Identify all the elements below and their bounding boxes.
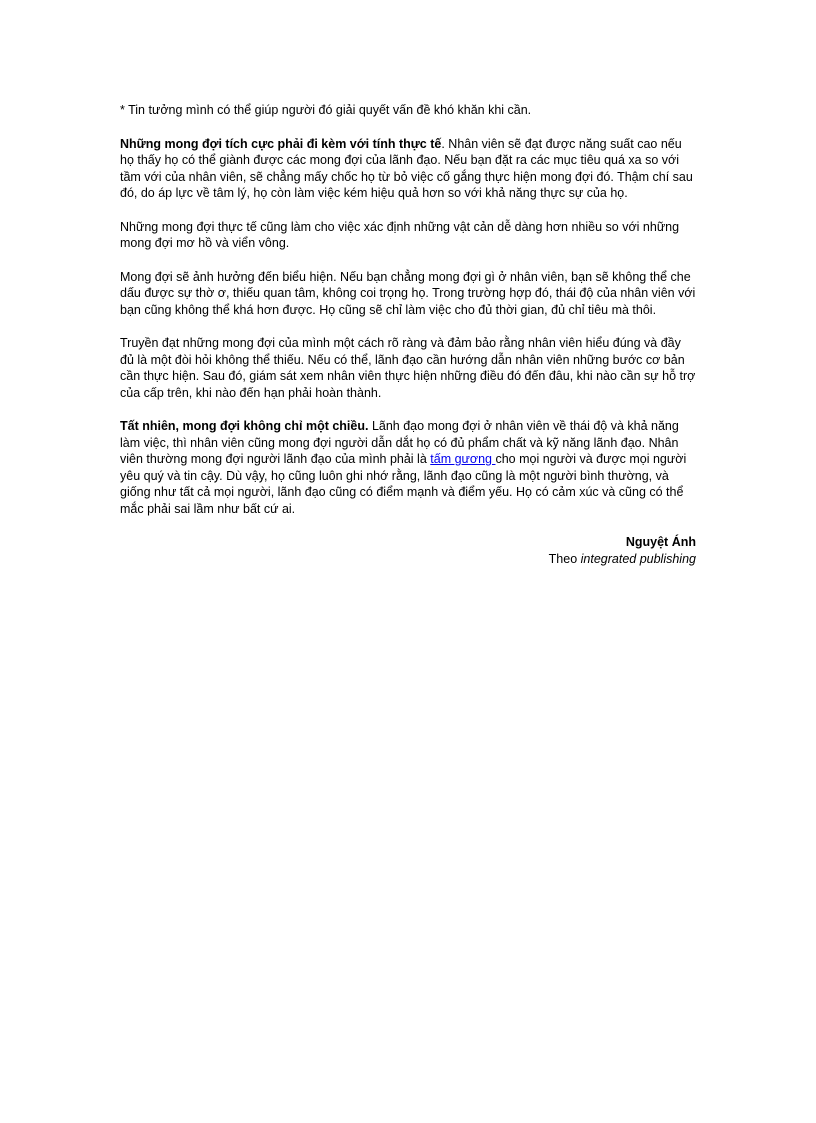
paragraph-2-text: . Nhân viên sẽ đạt được năng suất cao nếu họ thấy họ có thể giành được các mong đợi của lãnh đạo. Nếu bạn đặt ra các mục tiêu quá xa so với tầm với của nhân viên, sẽ chẳng mấy chốc họ từ bỏ việc cố gắng thực hiện mong đợi đó. Thậm chí sau đó, do áp lực về tâm lý, họ còn làm việc kém hiệu quả hơn so với khả năng thực sự của họ.: [120, 136, 693, 200]
paragraph-5-text: Truyền đạt những mong đợi của mình một cách rõ ràng và đảm bảo rằng nhân viên hiểu đúng và đầy đủ là một đòi hỏi không thể thiếu. Nếu có thể, lãnh đạo cần hướng dẫn nhân viên những bước cơ bản cần thực hiện. Sau đó, giám sát xem nhân viên thực hiện những điều đó đến đâu, khi nào cần sự hỗ trợ của cấp trên, khi nào đến hạn phải hoàn thành.: [120, 336, 696, 400]
tam-guong-link[interactable]: tấm gương: [430, 452, 496, 466]
source-name: integrated publishing: [580, 551, 696, 566]
paragraph-1-text: * Tin tưởng mình có thể giúp người đó giải quyết vấn đề khó khăn khi cần.: [120, 103, 532, 117]
paragraph-3-text: Những mong đợi thực tế cũng làm cho việc xác định những vật cản dễ dàng hơn nhiều so với những mong đợi mơ hồ và viển vông.: [120, 219, 680, 250]
author-name: Nguyệt Ánh: [625, 535, 696, 549]
signature-block: [120, 534, 696, 567]
paragraph-3: [120, 219, 696, 252]
paragraph-6-lead: Tất nhiên, mong đợi không chỉ một chiều.: [120, 419, 369, 433]
paragraph-4: [120, 269, 696, 319]
paragraph-2-lead: Những mong đợi tích cực phải đi kèm với tính thực tế: [120, 136, 442, 151]
source-prefix: Theo: [548, 551, 581, 566]
article-body: [120, 102, 696, 567]
source-line: [549, 552, 696, 566]
paragraph-2: [120, 136, 696, 202]
paragraph-5: [120, 335, 696, 401]
paragraph-6: [120, 418, 696, 517]
paragraph-1: [120, 102, 696, 119]
paragraph-6-text-after-link: cho mọi người và được mọi người yêu quý và tin cậy. Dù vậy, họ cũng luôn ghi nhớ rằng, lãnh đạo cũng là một người bình thường, và giống như tất cả mọi người, lãnh đạo cũng có điểm mạnh và điểm yếu. Họ có cảm xúc và cũng có thể mắc phải sai lầm như bất cứ ai.: [120, 452, 687, 516]
paragraph-4-text: Mong đợi sẽ ảnh hưởng đến biểu hiện. Nếu bạn chẳng mong đợi gì ở nhân viên, bạn sẽ không thể che dấu được sự thờ ơ, thiếu quan tâm, không coi trọng họ. Trong trường hợp đó, thái độ của nhân viên với bạn cũng không thể khá hơn được. Họ cũng sẽ chỉ làm việc cho đủ thời gian, đủ chỉ tiêu mà thôi.: [120, 269, 696, 317]
paragraph-6-text-before-link: Lãnh đạo mong đợi ở nhân viên về thái độ và khả năng làm việc, thì nhân viên cũng mong đợi người dẫn dắt họ có đủ phẩm chất và kỹ năng lãnh đạo. Nhân viên thường mong đợi người lãnh đạo của mình phải là: [120, 419, 679, 466]
